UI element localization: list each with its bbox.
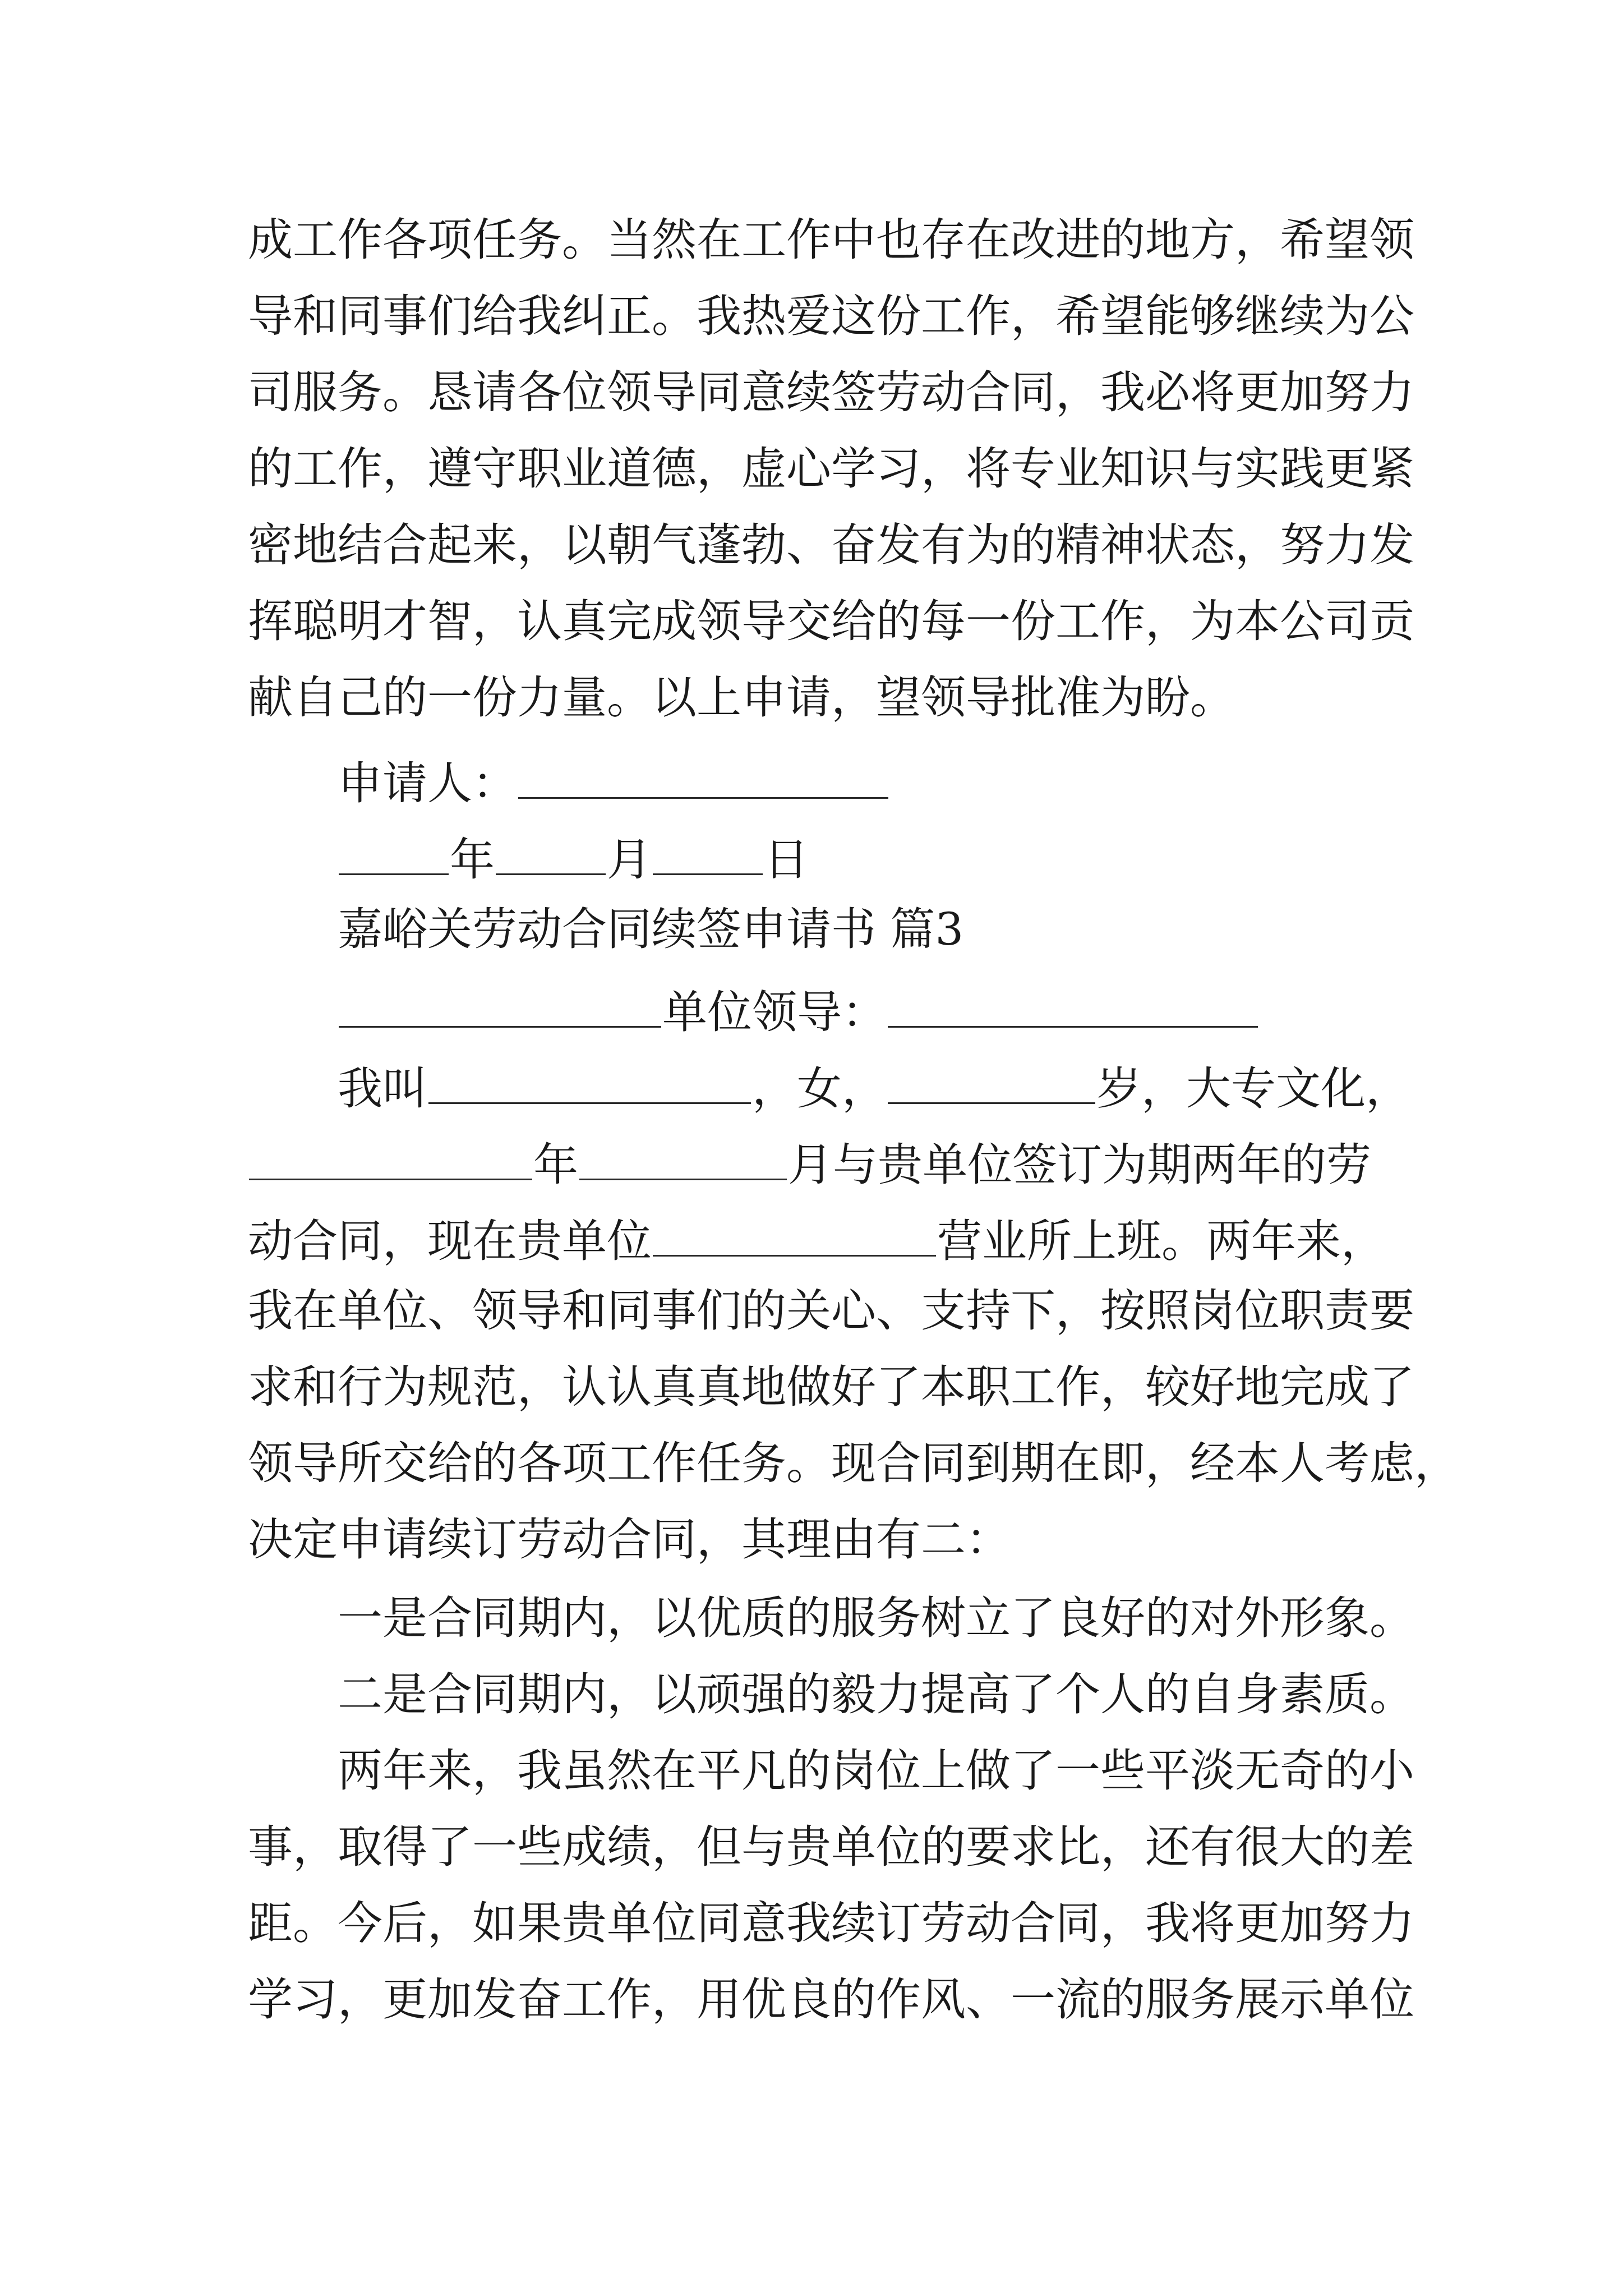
paragraph-line: 求和行为规范，认认真真地做好了本职工作，较好地完成了: [248, 1361, 1414, 1413]
name-blank: [428, 1060, 751, 1104]
branch-blank: [653, 1212, 936, 1257]
paragraph-line: 献自己的一份力量。以上申请，望领导批准为盼。: [248, 671, 1235, 724]
paragraph-line: 我在单位、领导和同事们的关心、支持下，按照岗位职责要: [248, 1285, 1414, 1337]
applicant-label: 申请人：: [338, 757, 517, 809]
salutation-line: [338, 983, 1259, 1038]
intro-text: 月与贵单位签订为期两年的劳: [788, 1139, 1371, 1191]
paragraph-line: 距。今后，如果贵单位同意我续订劳动合同，我将更加努力: [248, 1897, 1414, 1949]
leader-label: 单位领导：: [662, 986, 887, 1038]
intro-text: 营业所上班。两年来，: [937, 1215, 1386, 1267]
day-blank: [653, 831, 763, 875]
intro-text: 年: [533, 1139, 578, 1191]
intro-text: 岁，大专文化，: [1096, 1062, 1410, 1115]
unit-blank: [339, 983, 661, 1028]
intro-text: ，女，: [752, 1062, 887, 1115]
section-title: 嘉峪关劳动合同续签申请书 篇3: [338, 903, 964, 955]
paragraph-line: 学习，更加发奋工作，用优良的作风、一流的服务展示单位: [248, 1973, 1414, 2026]
intro-text: 我叫: [338, 1062, 427, 1115]
paragraph-line: 成工作各项任务。当然在工作中也存在改进的地方，希望领: [248, 214, 1414, 266]
leader-blank: [888, 983, 1258, 1028]
month-blank: [496, 831, 606, 875]
paragraph-line: 决定申请续订劳动合同，其理由有二：: [248, 1513, 1011, 1566]
intro-line-3: [248, 1212, 1386, 1267]
sign-year-blank: [249, 1136, 532, 1180]
date-line: [338, 831, 809, 886]
paragraph-line: 挥聪明才智，认真完成领导交给的每一份工作，为本公司贡: [248, 595, 1414, 647]
intro-line-1: [338, 1060, 1410, 1115]
month-label: 月: [607, 834, 652, 886]
reason-item: 一是合同期内，以优质的服务树立了良好的对外形象。: [338, 1592, 1414, 1644]
age-blank: [888, 1060, 1095, 1104]
year-blank: [339, 831, 449, 875]
reason-item: 二是合同期内，以顽强的毅力提高了个人的自身素质。: [338, 1668, 1414, 1720]
paragraph-line: 领导所交给的各项工作任务。现合同到期在即，经本人考虑，: [248, 1437, 1459, 1489]
paragraph-line: 密地结合起来，以朝气蓬勃、奋发有为的精神状态，努力发: [248, 519, 1414, 571]
day-label: 日: [764, 834, 809, 886]
applicant-blank: [518, 754, 888, 799]
paragraph-line: 导和同事们给我纠正。我热爱这份工作，希望能够继续为公: [248, 290, 1414, 342]
paragraph-line: 事，取得了一些成绩，但与贵单位的要求比，还有很大的差: [248, 1821, 1414, 1873]
intro-text: 动合同，现在贵单位: [248, 1215, 652, 1267]
year-label: 年: [450, 834, 495, 886]
intro-line-2: [248, 1136, 1371, 1191]
paragraph-line: 两年来，我虽然在平凡的岗位上做了一些平淡无奇的小: [338, 1745, 1414, 1797]
paragraph-line: 司服务。恳请各位领导同意续签劳动合同，我必将更加努力: [248, 366, 1414, 418]
applicant-line: [338, 754, 889, 809]
sign-month-blank: [579, 1136, 787, 1180]
paragraph-line: 的工作，遵守职业道德，虚心学习，将专业知识与实践更紧: [248, 443, 1414, 495]
